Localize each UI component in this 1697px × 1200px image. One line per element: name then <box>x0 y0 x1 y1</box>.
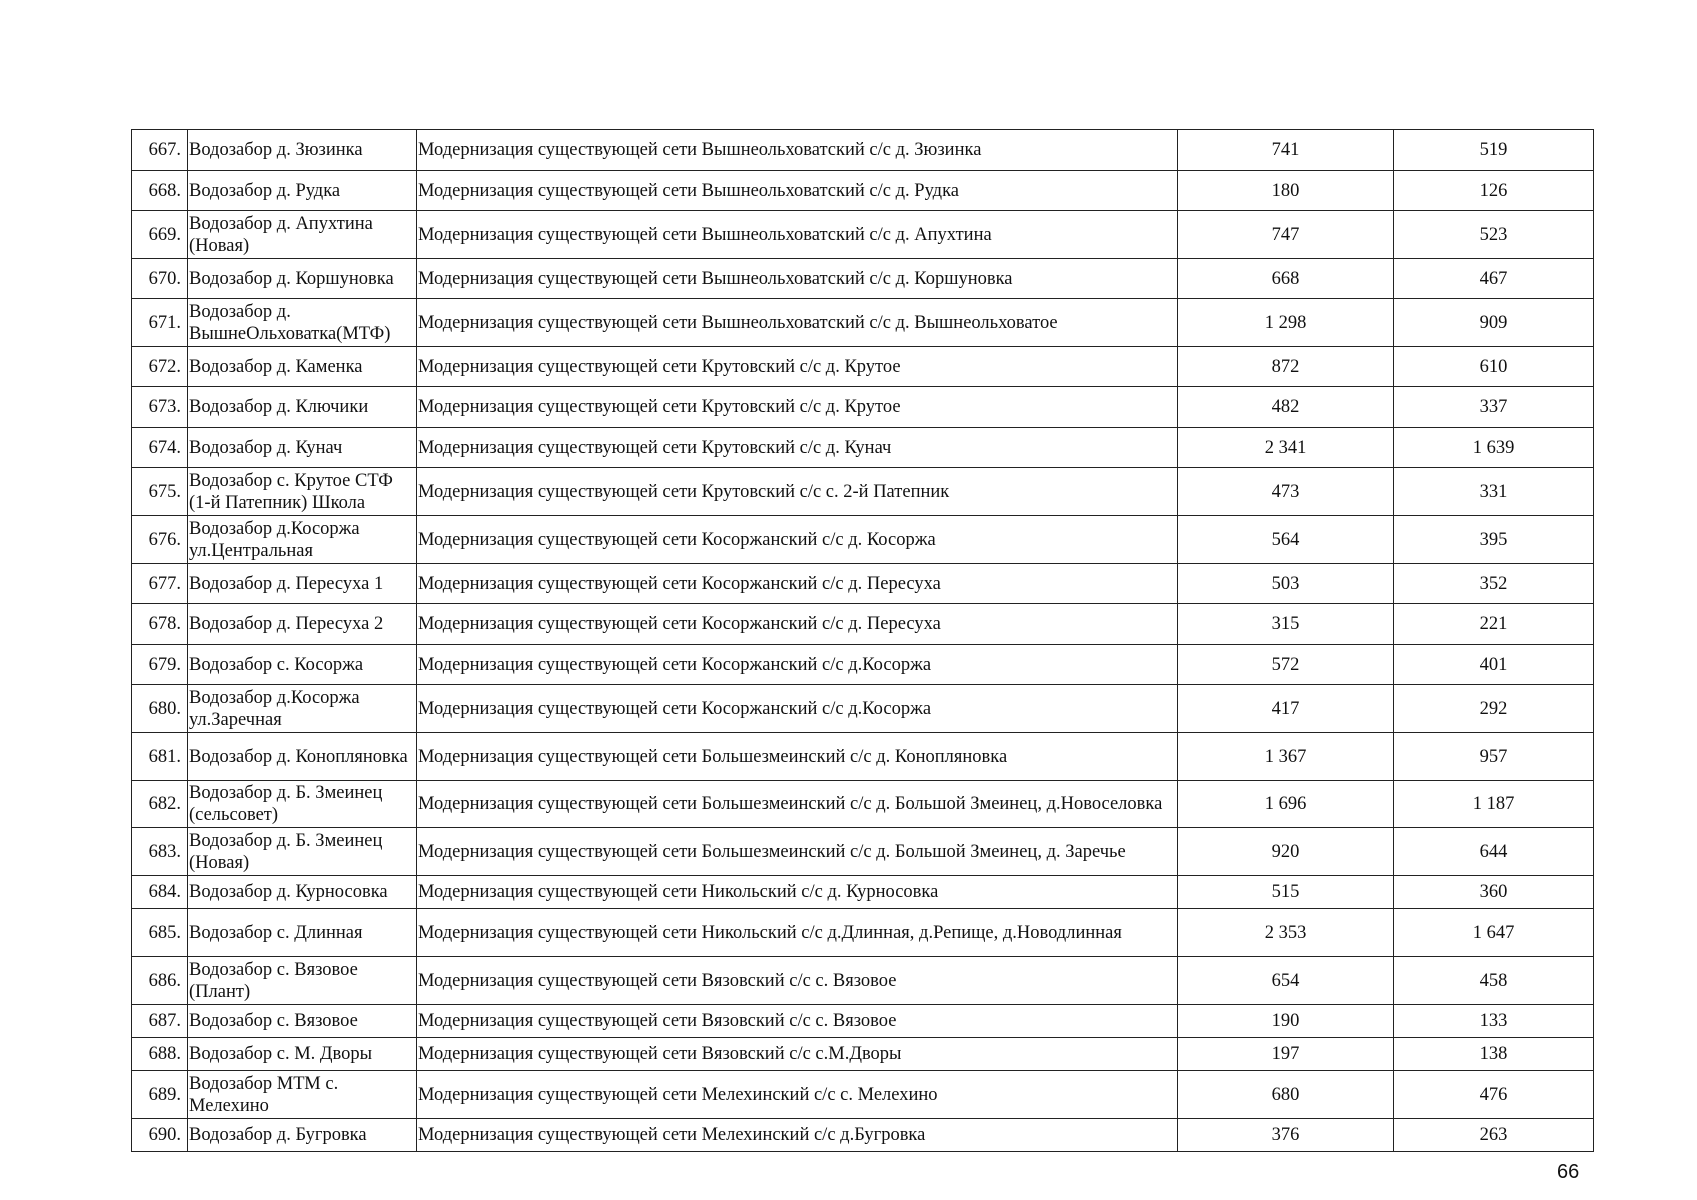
value1-cell: 680 <box>1178 1071 1394 1119</box>
table-row <box>132 876 1594 909</box>
table-row <box>132 1005 1594 1038</box>
value2-cell: 360 <box>1394 876 1594 909</box>
table-row <box>132 1071 1594 1119</box>
description-cell: Модернизация существующей сети Мелехинский с/с д.Бугровка <box>417 1119 1178 1152</box>
table-row <box>132 347 1594 387</box>
object-name-cell: Водозабор с. Вязовое <box>188 1005 417 1038</box>
table-row <box>132 259 1594 299</box>
value2-cell: 331 <box>1394 468 1594 516</box>
row-number: 682. <box>132 781 188 828</box>
description-cell: Модернизация существующей сети Вышнеольховатский с/с д. Коршуновка <box>417 259 1178 299</box>
row-number: 679. <box>132 645 188 685</box>
value1-cell: 572 <box>1178 645 1394 685</box>
row-number: 678. <box>132 604 188 645</box>
value2-cell: 1 639 <box>1394 428 1594 468</box>
value2-cell: 352 <box>1394 564 1594 604</box>
row-number: 669. <box>132 211 188 259</box>
table-row <box>132 685 1594 733</box>
description-cell: Модернизация существующей сети Большезмеинский с/с д. Большой Змеинец, д. Заречье <box>417 828 1178 876</box>
description-cell: Модернизация существующей сети Косоржанский с/с д.Косоржа <box>417 645 1178 685</box>
value2-cell: 1 187 <box>1394 781 1594 828</box>
table-row <box>132 1119 1594 1152</box>
table-row <box>132 957 1594 1005</box>
value1-cell: 515 <box>1178 876 1394 909</box>
row-number: 690. <box>132 1119 188 1152</box>
object-name-cell: Водозабор д. Бугровка <box>188 1119 417 1152</box>
row-number: 667. <box>132 130 188 171</box>
object-name-cell: Водозабор д. Каменка <box>188 347 417 387</box>
value2-cell: 644 <box>1394 828 1594 876</box>
row-number: 680. <box>132 685 188 733</box>
value1-cell: 654 <box>1178 957 1394 1005</box>
table-row <box>132 564 1594 604</box>
value1-cell: 482 <box>1178 387 1394 428</box>
row-number: 688. <box>132 1038 188 1071</box>
description-cell: Модернизация существующей сети Мелехинский с/с с. Мелехино <box>417 1071 1178 1119</box>
row-number: 685. <box>132 909 188 957</box>
description-cell: Модернизация существующей сети Никольский с/с д.Длинная, д.Репище, д.Новодлинная <box>417 909 1178 957</box>
value1-cell: 1 367 <box>1178 733 1394 781</box>
object-name-cell: Водозабор д. ВышнеОльховатка(МТФ) <box>188 299 417 347</box>
description-cell: Модернизация существующей сети Вышнеольховатский с/с д. Вышнеольховатое <box>417 299 1178 347</box>
description-cell: Модернизация существующей сети Крутовский с/с д. Кунач <box>417 428 1178 468</box>
value2-cell: 292 <box>1394 685 1594 733</box>
table-row <box>132 781 1594 828</box>
value2-cell: 467 <box>1394 259 1594 299</box>
value2-cell: 263 <box>1394 1119 1594 1152</box>
description-cell: Модернизация существующей сети Косоржанский с/с д. Пересуха <box>417 564 1178 604</box>
row-number: 676. <box>132 516 188 564</box>
value1-cell: 668 <box>1178 259 1394 299</box>
value2-cell: 519 <box>1394 130 1594 171</box>
value1-cell: 741 <box>1178 130 1394 171</box>
table-row <box>132 171 1594 211</box>
table-row <box>132 428 1594 468</box>
value2-cell: 401 <box>1394 645 1594 685</box>
value1-cell: 564 <box>1178 516 1394 564</box>
object-name-cell: Водозабор д. Кунач <box>188 428 417 468</box>
table-row <box>132 1038 1594 1071</box>
value1-cell: 2 353 <box>1178 909 1394 957</box>
description-cell: Модернизация существующей сети Косоржанский с/с д.Косоржа <box>417 685 1178 733</box>
table-row <box>132 211 1594 259</box>
object-name-cell: Водозабор с. Вязовое (Плант) <box>188 957 417 1005</box>
description-cell: Модернизация существующей сети Вязовский с/с с.М.Дворы <box>417 1038 1178 1071</box>
table-row <box>132 828 1594 876</box>
description-cell: Модернизация существующей сети Крутовский с/с с. 2-й Патепник <box>417 468 1178 516</box>
value2-cell: 337 <box>1394 387 1594 428</box>
object-name-cell: Водозабор МТМ с. Мелехино <box>188 1071 417 1119</box>
value1-cell: 197 <box>1178 1038 1394 1071</box>
description-cell: Модернизация существующей сети Никольский с/с д. Курносовка <box>417 876 1178 909</box>
value2-cell: 909 <box>1394 299 1594 347</box>
table-body <box>132 130 1594 1152</box>
object-name-cell: Водозабор д. Апухтина (Новая) <box>188 211 417 259</box>
value1-cell: 473 <box>1178 468 1394 516</box>
value1-cell: 920 <box>1178 828 1394 876</box>
object-name-cell: Водозабор д. Зюзинка <box>188 130 417 171</box>
table-row <box>132 468 1594 516</box>
description-cell: Модернизация существующей сети Крутовский с/с д. Крутое <box>417 347 1178 387</box>
row-number: 673. <box>132 387 188 428</box>
value1-cell: 315 <box>1178 604 1394 645</box>
description-cell: Модернизация существующей сети Вязовский с/с с. Вязовое <box>417 1005 1178 1038</box>
value2-cell: 1 647 <box>1394 909 1594 957</box>
object-name-cell: Водозабор д. Б. Змеинец (Новая) <box>188 828 417 876</box>
object-name-cell: Водозабор д.Косоржа ул.Центральная <box>188 516 417 564</box>
object-name-cell: Водозабор с. Косоржа <box>188 645 417 685</box>
row-number: 677. <box>132 564 188 604</box>
row-number: 670. <box>132 259 188 299</box>
description-cell: Модернизация существующей сети Вязовский с/с с. Вязовое <box>417 957 1178 1005</box>
row-number: 671. <box>132 299 188 347</box>
row-number: 689. <box>132 1071 188 1119</box>
row-number: 681. <box>132 733 188 781</box>
row-number: 675. <box>132 468 188 516</box>
object-name-cell: Водозабор д.Косоржа ул.Заречная <box>188 685 417 733</box>
value1-cell: 747 <box>1178 211 1394 259</box>
object-name-cell: Водозабор д. Б. Змеинец (сельсовет) <box>188 781 417 828</box>
object-name-cell: Водозабор с. Крутое СТФ (1-й Патепник) Школа <box>188 468 417 516</box>
object-name-cell: Водозабор д. Курносовка <box>188 876 417 909</box>
object-name-cell: Водозабор д. Рудка <box>188 171 417 211</box>
value1-cell: 872 <box>1178 347 1394 387</box>
value1-cell: 417 <box>1178 685 1394 733</box>
table-row <box>132 387 1594 428</box>
object-name-cell: Водозабор д. Пересуха 1 <box>188 564 417 604</box>
value1-cell: 1 298 <box>1178 299 1394 347</box>
description-cell: Модернизация существующей сети Большезмеинский с/с д. Большой Змеинец, д.Новоселовка <box>417 781 1178 828</box>
object-name-cell: Водозабор д. Коршуновка <box>188 259 417 299</box>
object-name-cell: Водозабор д. Ключики <box>188 387 417 428</box>
description-cell: Модернизация существующей сети Крутовский с/с д. Крутое <box>417 387 1178 428</box>
page-number: 66 <box>1557 1161 1580 1183</box>
row-number: 683. <box>132 828 188 876</box>
value2-cell: 957 <box>1394 733 1594 781</box>
value2-cell: 523 <box>1394 211 1594 259</box>
description-cell: Модернизация существующей сети Вышнеольховатский с/с д. Апухтина <box>417 211 1178 259</box>
value1-cell: 503 <box>1178 564 1394 604</box>
description-cell: Модернизация существующей сети Косоржанский с/с д. Пересуха <box>417 604 1178 645</box>
value2-cell: 221 <box>1394 604 1594 645</box>
value2-cell: 138 <box>1394 1038 1594 1071</box>
table-row <box>132 299 1594 347</box>
table-row <box>132 733 1594 781</box>
value1-cell: 376 <box>1178 1119 1394 1152</box>
row-number: 686. <box>132 957 188 1005</box>
table-row <box>132 516 1594 564</box>
value1-cell: 1 696 <box>1178 781 1394 828</box>
value2-cell: 458 <box>1394 957 1594 1005</box>
water-intake-table <box>131 129 1594 1152</box>
value2-cell: 610 <box>1394 347 1594 387</box>
object-name-cell: Водозабор с. Длинная <box>188 909 417 957</box>
value1-cell: 190 <box>1178 1005 1394 1038</box>
row-number: 687. <box>132 1005 188 1038</box>
value2-cell: 133 <box>1394 1005 1594 1038</box>
table-row <box>132 909 1594 957</box>
value2-cell: 126 <box>1394 171 1594 211</box>
table-row <box>132 130 1594 171</box>
description-cell: Модернизация существующей сети Косоржанский с/с д. Косоржа <box>417 516 1178 564</box>
row-number: 684. <box>132 876 188 909</box>
table-row <box>132 645 1594 685</box>
value2-cell: 395 <box>1394 516 1594 564</box>
row-number: 668. <box>132 171 188 211</box>
object-name-cell: Водозабор с. М. Дворы <box>188 1038 417 1071</box>
description-cell: Модернизация существующей сети Вышнеольховатский с/с д. Рудка <box>417 171 1178 211</box>
object-name-cell: Водозабор д. Пересуха 2 <box>188 604 417 645</box>
value1-cell: 2 341 <box>1178 428 1394 468</box>
description-cell: Модернизация существующей сети Большезмеинский с/с д. Конопляновка <box>417 733 1178 781</box>
value1-cell: 180 <box>1178 171 1394 211</box>
row-number: 674. <box>132 428 188 468</box>
row-number: 672. <box>132 347 188 387</box>
value2-cell: 476 <box>1394 1071 1594 1119</box>
object-name-cell: Водозабор д. Конопляновка <box>188 733 417 781</box>
description-cell: Модернизация существующей сети Вышнеольховатский с/с д. Зюзинка <box>417 130 1178 171</box>
table-row <box>132 604 1594 645</box>
